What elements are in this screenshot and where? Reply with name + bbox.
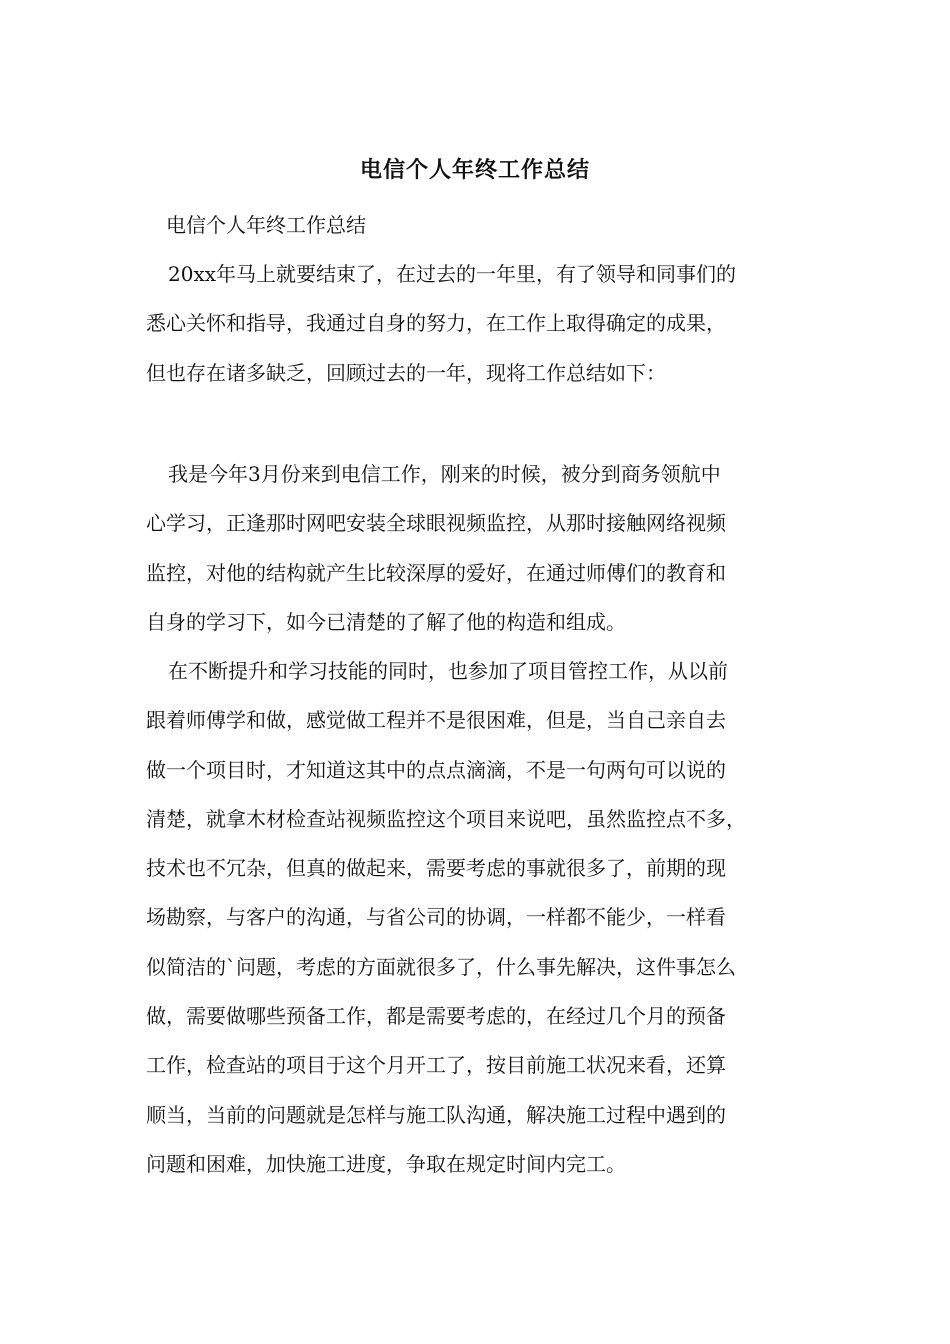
paragraph-line: 在不断提升和学习技能的同时，也参加了项目管控工作，从以前 xyxy=(168,659,728,683)
paragraph-line: 做，需要做哪些预备工作，都是需要考虑的，在经过几个月的预备 xyxy=(146,1004,726,1029)
paragraph-line: 场勘察，与客户的沟通，与省公司的协调，一样都不能少，一样看 xyxy=(146,905,726,930)
paragraph-line: 20xx年马上就要结束了，在过去的一年里，有了领导和同事们的 xyxy=(168,262,737,286)
document-subtitle: 电信个人年终工作总结 xyxy=(166,213,366,237)
paragraph-line: 但也存在诸多缺乏，回顾过去的一年，现将工作总结如下： xyxy=(146,360,666,385)
paragraph-intro xyxy=(146,250,826,398)
paragraph-line: 跟着师傅学和做，感觉做工程并不是很困难，但是，当自己亲自去 xyxy=(146,708,726,733)
paragraph-line: 顺当，当前的问题就是怎样与施工队沟通，解决施工过程中遇到的 xyxy=(146,1102,726,1127)
paragraph-line: 监控，对他的结构就产生比较深厚的爱好，在通过师傅们的教育和 xyxy=(146,560,726,585)
paragraph-line: 心学习，正逢那时网吧安装全球眼视频监控，从那时接触网络视频 xyxy=(146,511,726,536)
paragraph-line: 做一个项目时，才知道这其中的点点滴滴，不是一句两句可以说的 xyxy=(146,757,726,782)
paragraph-line: 悉心关怀和指导，我通过自身的努力，在工作上取得确定的成果， xyxy=(146,311,726,336)
paragraph-project-management xyxy=(146,647,826,1189)
paragraph-start-work xyxy=(146,450,826,647)
paragraph-line: 技术也不冗杂，但真的做起来，需要考虑的事就很多了，前期的现 xyxy=(146,856,726,881)
paragraph-line: 自身的学习下，如今已清楚的了解了他的构造和组成。 xyxy=(146,609,626,634)
paragraph-line: 工作，检查站的项目于这个月开工了，按目前施工状况来看，还算 xyxy=(146,1053,726,1078)
document-title: 电信个人年终工作总结 xyxy=(359,157,590,183)
paragraph-line: 似简洁的`问题，考虑的方面就很多了，什么事先解决，这件事怎么 xyxy=(146,954,736,979)
paragraph-line: 问题和困难，加快施工进度，争取在规定时间内完工。 xyxy=(146,1151,626,1176)
paragraph-line: 清楚，就拿木材检查站视频监控这个项目来说吧，虽然监控点不多， xyxy=(146,806,746,831)
paragraph-line: 我是今年3月份来到电信工作，刚来的时候，被分到商务领航中 xyxy=(168,462,721,486)
